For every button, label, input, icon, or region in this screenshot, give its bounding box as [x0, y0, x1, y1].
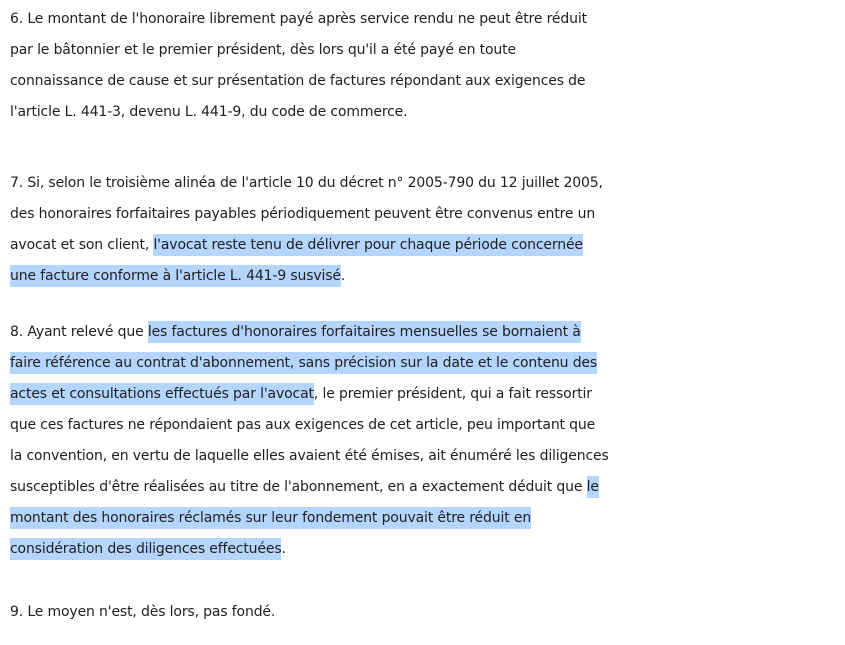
text-line	[10, 199, 842, 230]
text-segment: susceptibles d'être réalisées au titre de l'abonnement, en a exactement déduit que	[10, 479, 587, 495]
highlighted-text[interactable]: le	[587, 476, 599, 498]
text-segment: 9. Le moyen n'est, dès lors, pas fondé.	[10, 604, 276, 620]
text-line	[10, 4, 842, 35]
highlighted-text[interactable]: les factures d'honoraires forfaitaires mensuelles se bornaient à	[148, 321, 581, 343]
highlighted-text[interactable]: montant des honoraires réclamés sur leur fondement pouvait être réduit en	[10, 507, 531, 529]
text-segment: 6. Le montant de l'honoraire librement payé après service rendu ne peut être réduit	[10, 11, 587, 27]
highlighted-text[interactable]: faire référence au contrat d'abonnement, sans précision sur la date et le contenu des	[10, 352, 597, 374]
text-line	[10, 597, 842, 628]
text-line	[10, 317, 842, 348]
text-segment: par le bâtonnier et le premier président, dès lors qu'il a été payé en toute	[10, 42, 516, 58]
text-segment: 7. Si, selon le troisième alinéa de l'article 10 du décret n° 2005-790 du 12 juillet 2005,	[10, 175, 603, 191]
text-line	[10, 410, 842, 441]
text-segment: 8. Ayant relevé que	[10, 324, 148, 340]
text-line	[10, 534, 842, 565]
highlighted-text[interactable]: une facture conforme à l'article L. 441-9 susvisé	[10, 265, 341, 287]
paragraph-6	[10, 4, 842, 128]
text-segment: , le premier président, qui a fait ressortir	[313, 386, 592, 402]
text-line	[10, 503, 842, 534]
text-segment: avocat et son client,	[10, 237, 154, 253]
text-line	[10, 441, 842, 472]
text-line	[10, 168, 842, 199]
highlighted-text[interactable]: l'avocat reste tenu de délivrer pour chaque période concernée	[153, 234, 582, 256]
text-segment: .	[340, 268, 346, 284]
paragraph-8	[10, 317, 842, 565]
text-segment: .	[281, 541, 286, 557]
text-segment: connaissance de cause et sur présentation de factures répondant aux exigences de	[10, 73, 586, 89]
text-line	[10, 379, 842, 410]
highlighted-text[interactable]: actes et consultations effectués par l'avocat	[10, 383, 314, 405]
paragraph-7	[10, 168, 842, 292]
text-segment: la convention, en vertu de laquelle elles avaient été émises, ait énuméré les diligences	[10, 448, 609, 464]
text-line	[10, 35, 842, 66]
text-line	[10, 66, 842, 97]
text-line	[10, 230, 842, 261]
highlighted-text[interactable]: considération des diligences effectuées	[10, 538, 281, 560]
paragraph-9	[10, 597, 842, 628]
text-segment: que ces factures ne répondaient pas aux exigences de cet article, peu important que	[10, 417, 596, 433]
text-line	[10, 348, 842, 379]
text-line	[10, 261, 842, 292]
text-segment: des honoraires forfaitaires payables périodiquement peuvent être convenus entre un	[10, 206, 596, 222]
text-line	[10, 472, 842, 503]
text-segment: l'article L. 441-3, devenu L. 441-9, du code de commerce.	[10, 104, 408, 120]
text-line	[10, 97, 842, 128]
